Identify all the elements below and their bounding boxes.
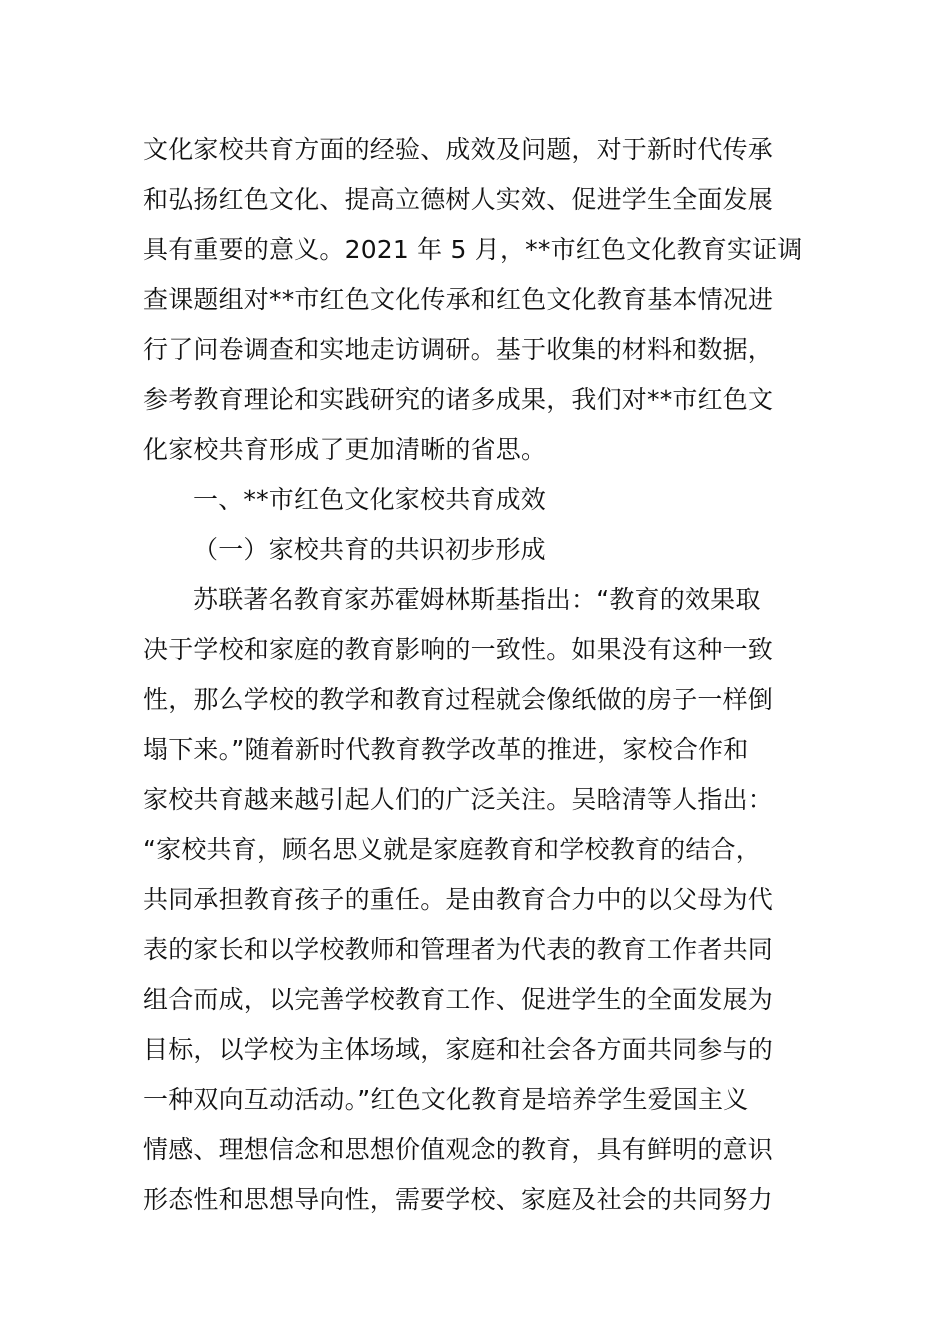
body-text-line: 家校共育越来越引起人们的广泛关注。吴晗清等人指出： <box>143 785 774 814</box>
section-heading: 一、**市红色文化家校共育成效 <box>193 485 547 514</box>
body-text-line: 形态性和思想导向性，需要学校、家庭及社会的共同努力 <box>143 1185 774 1214</box>
body-text-line: 文化家校共育方面的经验、成效及问题，对于新时代传承 <box>143 135 774 164</box>
body-text-line: 塌下来。”随着新时代教育教学改革的推进，家校合作和 <box>143 735 749 764</box>
body-text-line: 化家校共育形成了更加清晰的省思。 <box>143 435 547 464</box>
body-text-line: 组合而成，以完善学校教育工作、促进学生的全面发展为 <box>143 985 774 1014</box>
body-text-line: “家校共育，顾名思义就是家庭教育和学校教育的结合， <box>143 835 761 864</box>
body-text-line: 行了问卷调查和实地走访调研。基于收集的材料和数据， <box>143 335 774 364</box>
subsection-heading: （一）家校共育的共识初步形成 <box>193 535 546 564</box>
body-text-line: 苏联著名教育家苏霍姆林斯基指出：“教育的效果取 <box>193 585 761 614</box>
body-text-line: 具有重要的意义。2021 年 5 月，**市红色文化教育实证调 <box>143 235 803 264</box>
body-text-line: 表的家长和以学校教师和管理者为代表的教育工作者共同 <box>143 935 774 964</box>
body-text-line: 目标，以学校为主体场域，家庭和社会各方面共同参与的 <box>143 1035 774 1064</box>
body-text-line: 性，那么学校的教学和教育过程就会像纸做的房子一样倒 <box>143 685 774 714</box>
body-text-line: 参考教育理论和实践研究的诸多成果，我们对**市红色文 <box>143 385 774 414</box>
body-text-line: 决于学校和家庭的教育影响的一致性。如果没有这种一致 <box>143 635 774 664</box>
body-text-line: 一种双向互动活动。”红色文化教育是培养学生爱国主义 <box>143 1085 749 1114</box>
body-text-line: 和弘扬红色文化、提高立德树人实效、促进学生全面发展 <box>143 185 774 214</box>
body-text-line: 共同承担教育孩子的重任。是由教育合力中的以父母为代 <box>143 885 774 914</box>
body-text-line: 情感、理想信念和思想价值观念的教育，具有鲜明的意识 <box>143 1135 774 1164</box>
body-text-line: 查课题组对**市红色文化传承和红色文化教育基本情况进 <box>143 285 774 314</box>
